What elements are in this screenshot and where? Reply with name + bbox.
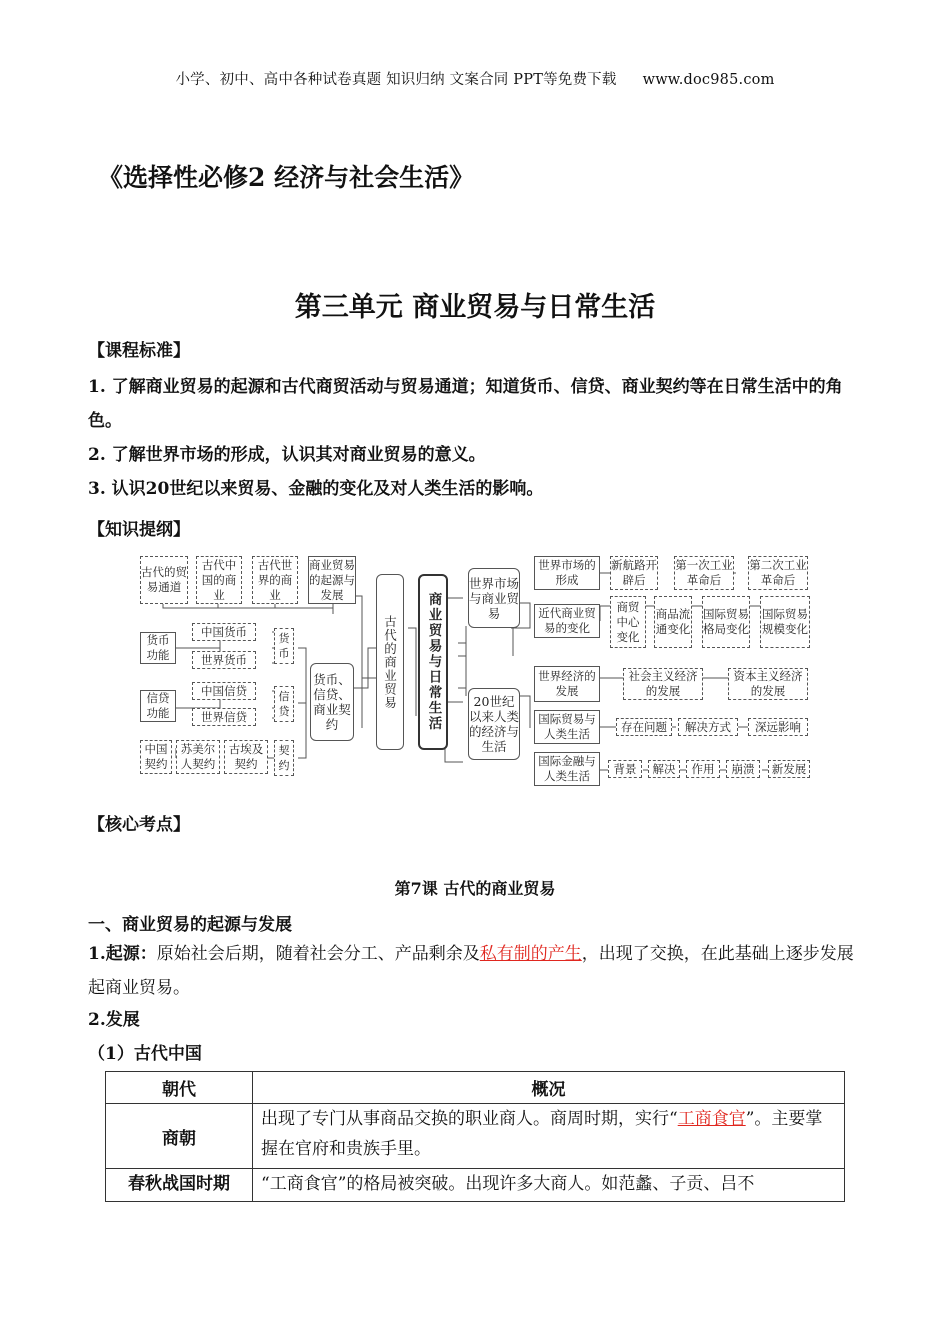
summary-text: 出现了专门从事商品交换的职业商人。商周时期，实行“ [261,1109,678,1129]
curriculum-heading: 【课程标准】 [88,341,190,361]
topic-box: 存在问题 [616,718,672,736]
topic-box: 解决 [648,760,680,778]
topic-box: 货币 [274,628,294,664]
topic-box: 商贸中心变化 [610,596,646,648]
topic-box: 信贷 [274,686,294,722]
origin-highlight: 私有制的产生 [479,944,582,964]
table-header: 概况 [253,1072,845,1104]
topic-box: 商品流通变化 [654,596,692,648]
summary-text-2: ”。主要掌握在官府和贵族手里。 [261,1109,823,1159]
topic-box: 国际金融与人类生活 [534,752,600,786]
topic-box: 契约 [274,740,294,776]
topic-box: 古代的商业贸易 [376,574,404,750]
dynasty-cell: 商朝 [106,1104,253,1169]
topic-box: 商业贸易的起源与发展 [308,556,356,604]
topic-box: 崩溃 [726,760,760,778]
topic-box: 新航路开辟后 [610,556,658,590]
develop-heading: 2.发展 [88,1010,140,1030]
book-title: 《选择性必修2 经济与社会生活》 [98,163,475,192]
topic-box: 货币功能 [140,632,176,664]
curriculum-list [88,370,868,506]
section-heading: 一、商业贸易的起源与发展 [88,915,292,935]
origin-text-2: ，出现了交换，在此基础上逐步发展起商业贸易。 [88,944,854,998]
header-text: 小学、初中、高中各种试卷真题 知识归纳 文案合同 PPT等免费下载 [175,72,617,88]
topic-box: 古代的贸易通道 [140,556,188,604]
page-header [0,68,950,89]
topic-box: 深远影响 [748,718,808,736]
topic-box: 世界市场的形成 [534,556,600,590]
topic-box: 社会主义经济的发展 [623,668,703,700]
topic-box: 新发展 [768,760,810,778]
summary-highlight: 工商食官 [677,1109,746,1129]
topic-box: 世界货币 [192,651,256,669]
topic-box: 近代商业贸易的变化 [534,604,600,638]
topic-box: 世界经济的发展 [534,666,600,702]
topic-box: 资本主义经济的发展 [728,668,808,700]
topic-box: 背景 [608,760,642,778]
header-site[interactable]: www.doc985.com [642,72,775,88]
outline-heading: 【知识提纲】 [88,520,190,540]
table-header: 朝代 [106,1072,253,1104]
dynasty-table [105,1071,845,1202]
topic-box: 货币、信贷、商业契约 [310,663,354,741]
topic-box: 古代世界的商业 [252,556,298,604]
topic-box: 解决方式 [678,718,738,736]
topic-box: 世界信贷 [192,708,256,726]
topic-box: 苏美尔人契约 [176,740,220,774]
origin-label: 1.起源： [88,944,157,964]
lesson-title: 第7课 古代的商业贸易 [394,879,556,898]
table-row [106,1104,845,1169]
topic-box: 第一次工业革命后 [674,556,734,590]
curriculum-item: 2. 了解世界市场的形成，认识其对商业贸易的意义。 [88,445,486,465]
topic-box: 中国信贷 [192,682,256,700]
topic-box: 第二次工业革命后 [748,556,808,590]
topic-box: 国际贸易格局变化 [702,596,750,648]
topic-box: 中国契约 [140,740,172,774]
topic-box: 世界市场与商业贸易 [468,568,520,628]
ancient-china-heading: （1）古代中国 [88,1044,202,1064]
summary-cell [253,1104,845,1169]
origin-paragraph [88,937,868,1005]
topic-box: 中国货币 [192,623,256,641]
summary-cell [253,1169,845,1202]
origin-text: 原始社会后期，随着社会分工、产品剩余及 [156,944,480,964]
curriculum-item: 3. 认识20世纪以来贸易、金融的变化及对人类生活的影响。 [88,479,544,499]
topic-box: 作用 [686,760,720,778]
topic-box: 国际贸易规模变化 [760,596,810,648]
topic-box: 信贷功能 [140,690,176,722]
core-heading: 【核心考点】 [88,815,190,835]
table-header-row [106,1072,845,1104]
topic-box: 古代中国的商业 [196,556,242,604]
curriculum-item: 1. 了解商业贸易的起源和古代商贸活动与贸易通道；知道货币、信贷、商业契约等在日常生活中的角色。 [88,377,843,431]
topic-box: 国际贸易与人类生活 [534,710,600,744]
summary-text: “工商食官”的格局被突破。出现许多大商人。如范蠡、子贡、吕不 [261,1174,755,1194]
dynasty-cell: 春秋战国时期 [106,1169,253,1202]
topic-box: 20世纪以来人类的经济与生活 [468,688,520,760]
mindmap-center: 商业贸易与日常生活 [418,574,448,750]
table-row [106,1169,845,1202]
topic-box: 古埃及契约 [224,740,268,774]
unit-title: 第三单元 商业贸易与日常生活 [294,292,656,323]
